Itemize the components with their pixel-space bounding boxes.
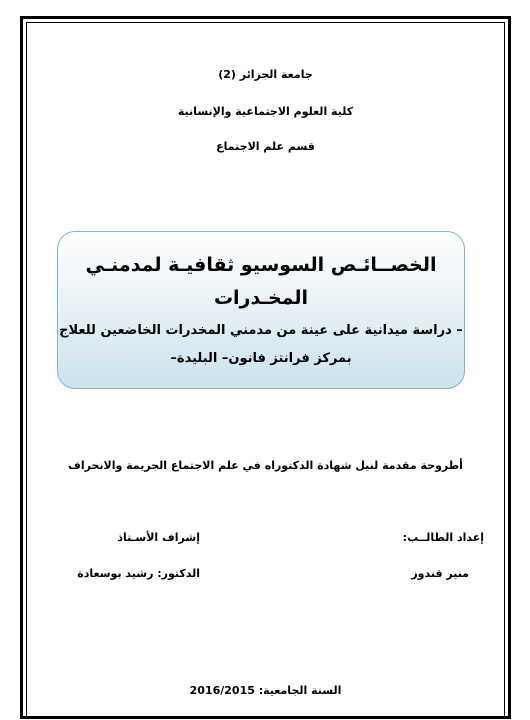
department-name: قسم علم الاجتماع [216, 140, 315, 153]
thesis-statement: أطروحة مقدمة لنيل شهادة الدكتوراه في علم الاجتماع الجريمة والانحراف [68, 459, 463, 472]
title-box [57, 231, 465, 389]
thesis-subtitle-line-2: بمركز فرانتز فانون– البليدة– [170, 351, 352, 366]
student-name: منير قندوز [411, 567, 469, 580]
faculty-name: كلية العلوم الاجتماعية والإنسانية [177, 105, 354, 118]
thesis-title-line-2: المخـدرات [213, 287, 309, 309]
academic-year: السنة الجامعية: 2016/2015 [189, 684, 342, 697]
thesis-title-line-1: الخصــائـص السوسيو ثقافيـة لمدمنـي [85, 254, 437, 276]
supervisor-name: الدكتور: رشيد بوسعادة [77, 567, 200, 580]
prepared-by-label: إعداد الطالــب: [402, 531, 484, 544]
thesis-subtitle-line-1: – دراسة ميدانية على عينة من مدمني المخدرات الخاضعين للعلاج [59, 323, 463, 338]
supervisor-label: إشراف الأسـتاذ [117, 531, 200, 544]
university-name: جامعة الجزائر (2) [218, 68, 313, 81]
